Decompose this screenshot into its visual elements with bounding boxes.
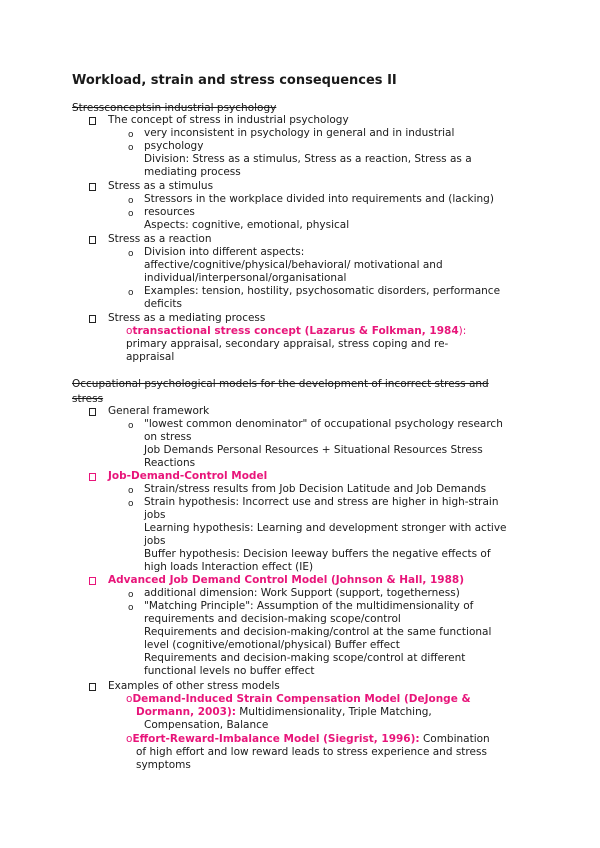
body-text: requirements and decision-making scope/control [144,613,401,625]
body-text: mediating process [144,166,241,178]
square-bullet-icon [89,408,96,416]
sub-item-transactional: otransactional stress concept (Lazarus & Folkman, 1984): [126,325,467,337]
list-item-other-models: Examples of other stress models [108,680,280,692]
circle-bullet-icon: o [128,130,134,140]
body-text: Job Demands Personal Resources + Situational Resources Stress [144,444,483,456]
body-text: deficits [144,298,183,310]
circle-bullet-icon: o [126,733,133,745]
body-text: affective/cognitive/physical/behavioral/ motivational and [144,259,443,271]
body-text: primary appraisal, secondary appraisal, stress coping and re- [126,338,449,350]
sub-item-text: Division into different aspects: [144,246,305,258]
square-bullet-icon [89,577,96,585]
section-heading-continued: stress [72,393,104,405]
list-item-jdc-model: Job-Demand-Control Model [108,470,268,482]
list-item-stimulus: Stress as a stimulus [108,180,214,192]
circle-bullet-icon: o [128,603,134,613]
body-text: on stress [144,431,192,443]
sub-item-text: Examples: tension, hostility, psychosomatic disorders, performance [144,285,501,297]
sub-item-eri-model: oEffort-Reward-Imbalance Model (Siegrist, 1996): Combination [126,733,490,745]
body-text: Reactions [144,457,196,469]
circle-bullet-icon: o [126,325,133,337]
body-text: high loads Interaction effect (IE) [144,561,314,573]
square-bullet-icon [89,183,96,191]
square-bullet-icon [89,473,96,481]
sub-item-text: Strain/stress results from Job Decision Latitude and Job Demands [144,483,487,495]
circle-bullet-icon: o [126,693,133,705]
list-item-concept: The concept of stress in industrial psychology [108,114,349,126]
circle-bullet-icon: o [128,288,134,298]
circle-bullet-icon: o [128,249,134,259]
sub-item-text: resources [144,206,195,218]
square-bullet-icon [89,117,96,125]
list-item-mediating: Stress as a mediating process [108,312,266,324]
page-title: Workload, strain and stress consequences II [72,73,397,88]
sub-item-text: psychology [144,140,204,152]
body-text: jobs [144,535,166,547]
circle-bullet-icon: o [128,486,134,496]
body-text: appraisal [126,351,175,363]
section-heading-occupational-models: Occupational psychological models for the development of incorrect stress and [72,378,489,390]
square-bullet-icon [89,315,96,323]
sub-item-disc-model: oDemand-Induced Strain Compensation Model (DeJonge & [126,693,471,705]
body-text: symptoms [136,759,191,771]
body-text: Buffer hypothesis: Decision leeway buffers the negative effects of [144,548,491,560]
list-item-general-framework: General framework [108,405,210,417]
sub-item-text: additional dimension: Work Support (support, togetherness) [144,587,460,599]
body-text: functional levels no buffer effect [144,665,315,677]
body-text: Division: Stress as a stimulus, Stress as a reaction, Stress as a [144,153,472,165]
body-text: level (cognitive/emotional/physical) Buffer effect [144,639,400,651]
body-text: Compensation, Balance [144,719,269,731]
sub-item-text: Strain hypothesis: Incorrect use and stress are higher in high-strain [144,496,499,508]
sub-item-text: "lowest common denominator" of occupational psychology research [144,418,503,430]
body-text: of high effort and low reward leads to stress experience and stress [136,746,487,758]
square-bullet-icon [89,683,96,691]
body-text: jobs [144,509,166,521]
sub-item-disc-model-cont: Dormann, 2003): Multidimensionality, Triple Matching, [136,706,432,718]
body-text: individual/interpersonal/organisational [144,272,347,284]
circle-bullet-icon: o [128,196,134,206]
section-heading-stress-concepts: Stressconceptsin industrial psychology [72,102,277,114]
list-item-reaction: Stress as a reaction [108,233,212,245]
list-item-advanced-jdc-model: Advanced Job Demand Control Model (Johnson & Hall, 1988) [108,574,464,586]
circle-bullet-icon: o [128,421,134,431]
circle-bullet-icon: o [128,209,134,219]
circle-bullet-icon: o [128,499,134,509]
body-text: Requirements and decision-making scope/control at different [144,652,466,664]
body-text: Requirements and decision-making/control at the same functional [144,626,492,638]
sub-item-text: Stressors in the workplace divided into requirements and (lacking) [144,193,494,205]
circle-bullet-icon: o [128,143,134,153]
sub-item-text: very inconsistent in psychology in general and in industrial [144,127,455,139]
square-bullet-icon [89,236,96,244]
circle-bullet-icon: o [128,590,134,600]
sub-item-text: "Matching Principle": Assumption of the multidimensionality of [144,600,474,612]
body-text: Learning hypothesis: Learning and development stronger with active [144,522,507,534]
body-text: Aspects: cognitive, emotional, physical [144,219,350,231]
